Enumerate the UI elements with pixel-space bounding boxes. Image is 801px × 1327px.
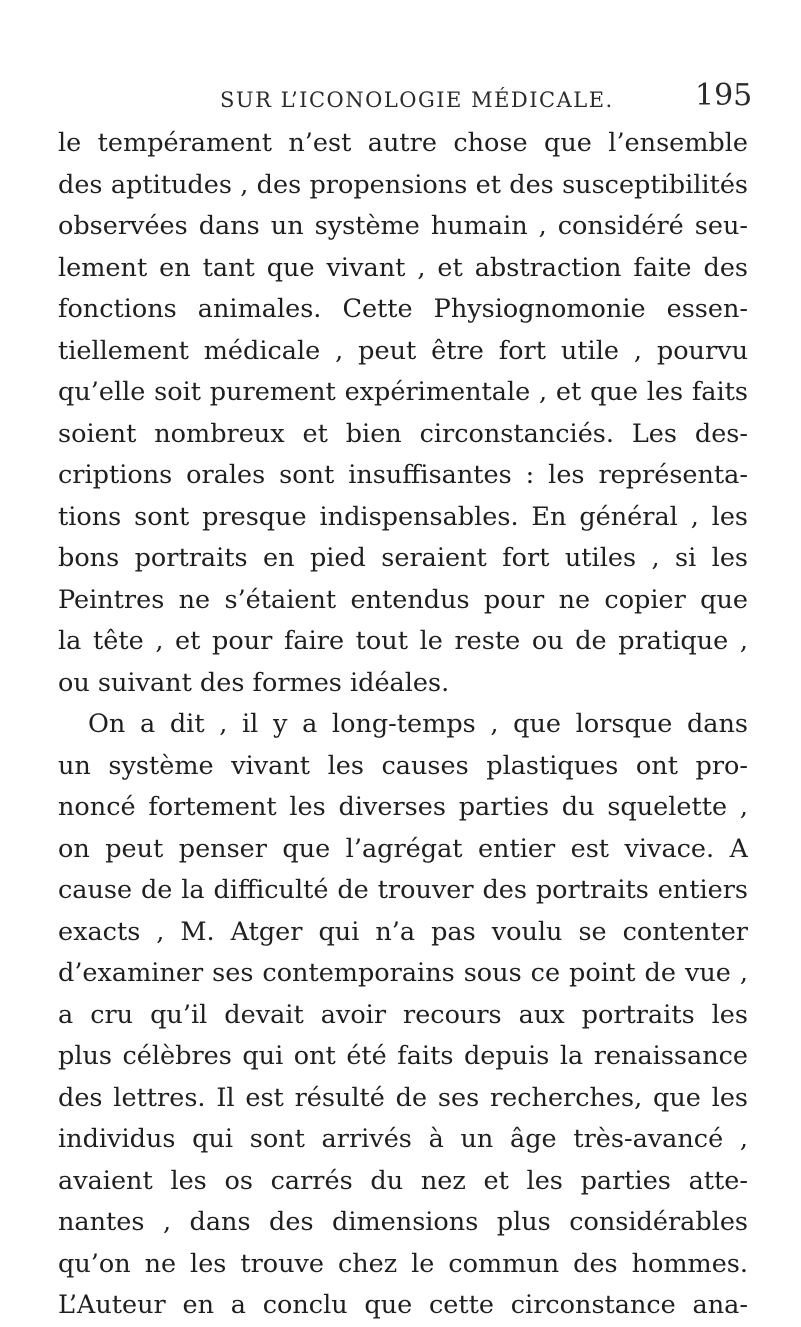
text-line: soient nombreux et bien circonstanciés. Les des- — [58, 418, 748, 449]
text-line: le tempérament n’est autre chose que l’ensemble — [58, 128, 748, 158]
text-line: un système vivant les causes plastiques ont pro- — [58, 750, 748, 781]
text-line: bons portraits en pied seraient fort utiles , si les — [58, 543, 748, 573]
text-line: On a dit , il y a long-temps , que lorsque dans — [88, 709, 748, 739]
page-number: 195 — [695, 78, 753, 113]
text-line: ou suivant des formes idéales. — [58, 667, 450, 698]
text-line: qu’on ne les trouve chez le commun des hommes. — [58, 1248, 748, 1279]
body-text — [58, 123, 748, 1327]
text-line: des aptitudes , des propensions et des susceptibilités — [58, 169, 748, 200]
text-line: qu’elle soit purement expérimentale , et que les faits — [58, 377, 748, 407]
text-line: avaient les os carrés du nez et les parties atte- — [58, 1165, 748, 1196]
text-line: criptions orales sont insuffisantes : les représenta- — [58, 460, 748, 490]
text-line: des lettres. Il est résulté de ses recherches, que les — [58, 1082, 748, 1113]
text-line: exacts , M. Atger qui n’a pas voulu se contenter — [58, 916, 748, 947]
text-line: cause de la difficulté de trouver des portraits entiers — [58, 875, 748, 905]
text-line: a cru qu’il devait avoir recours aux portraits les — [58, 999, 748, 1030]
text-line: lement en tant que vivant , et abstraction faite des — [58, 252, 748, 283]
text-line: la tête , et pour faire tout le reste ou de pratique , — [58, 626, 748, 656]
text-line: noncé fortement les diverses parties du squelette , — [58, 792, 748, 822]
text-line: observées dans un système humain , considéré seu- — [58, 211, 748, 241]
page-header — [0, 78, 801, 118]
text-line: nantes , dans des dimensions plus considérables — [58, 1207, 748, 1237]
text-line: individus qui sont arrivés à un âge très-avancé , — [58, 1124, 748, 1154]
text-line: fonctions animales. Cette Physiognomonie essen- — [58, 294, 748, 324]
text-line: tions sont presque indispensables. En général , les — [58, 501, 748, 532]
running-head: SUR L’ICONOLOGIE MÉDICALE. — [220, 88, 614, 112]
text-line: L’Auteur en a conclu que cette circonstance ana- — [58, 1290, 748, 1320]
text-line: d’examiner ses contemporains sous ce point de vue , — [58, 958, 748, 988]
text-line: on peut penser que l’agrégat entier est vivace. A — [58, 833, 748, 864]
text-line: tiellement médicale , peut être fort utile , pourvu — [58, 335, 748, 366]
text-line: plus célèbres qui ont été faits depuis la renaissance — [58, 1041, 748, 1071]
text-line: Peintres ne s’étaient entendus pour ne copier que — [58, 584, 748, 615]
